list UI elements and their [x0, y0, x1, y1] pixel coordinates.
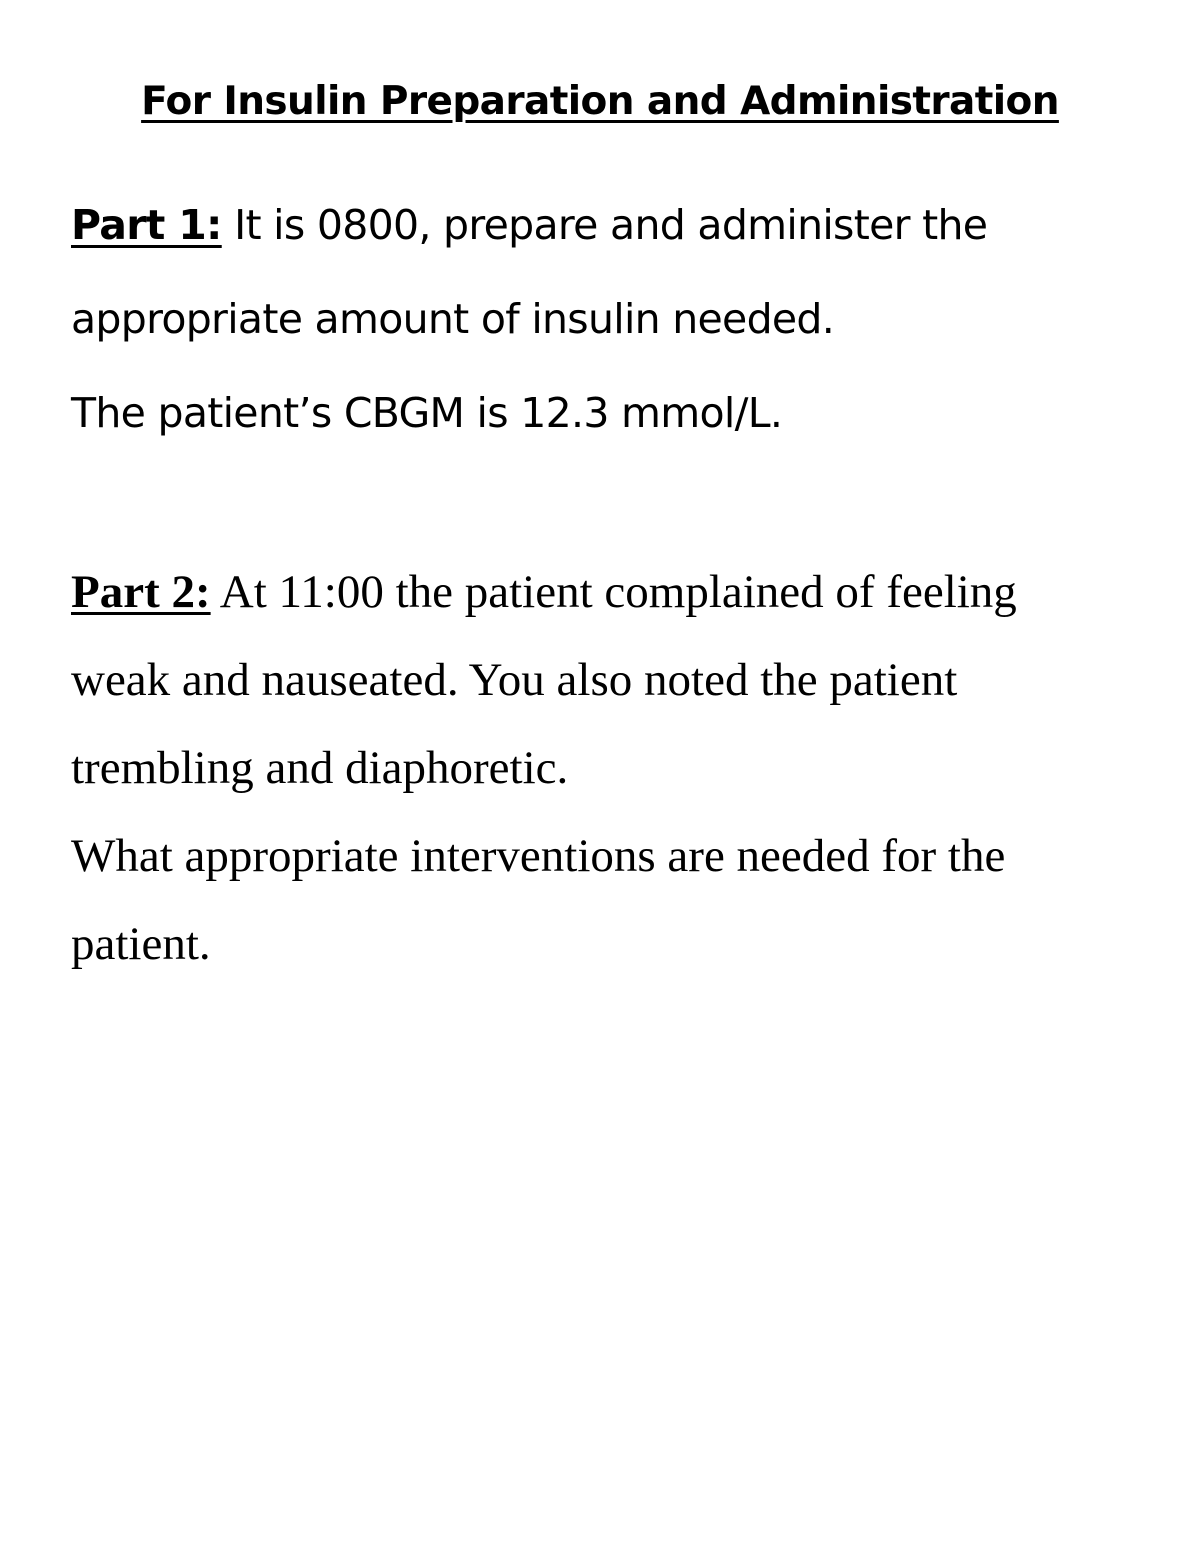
part-1-line-3: The patient’s CBGM is 12.3 mmol/L.	[71, 389, 783, 437]
part-1-section	[71, 192, 1151, 450]
part-1-line-1	[71, 192, 1151, 286]
part-2-section	[71, 561, 1151, 1001]
part-2-line-3: trembling and diaphoretic.	[71, 742, 569, 794]
part-2-text-1: At 11:00 the patient complained of feeling	[210, 566, 1017, 618]
part-1-label: Part 1:	[71, 201, 222, 249]
document-title	[0, 72, 1200, 132]
part-2-line-1	[71, 561, 1151, 649]
part-2-line-5: patient.	[71, 918, 211, 970]
part-2-line-2: weak and nauseated. You also noted the patient	[71, 654, 958, 706]
document-title-text: For Insulin Preparation and Administration	[141, 79, 1059, 124]
part-1-line-2: appropriate amount of insulin needed.	[71, 295, 835, 343]
part-1-text-1: It is 0800, prepare and administer the	[221, 201, 988, 249]
part-2-label: Part 2:	[71, 566, 211, 618]
part-2-line-4: What appropriate interventions are needed for the	[71, 830, 1006, 882]
